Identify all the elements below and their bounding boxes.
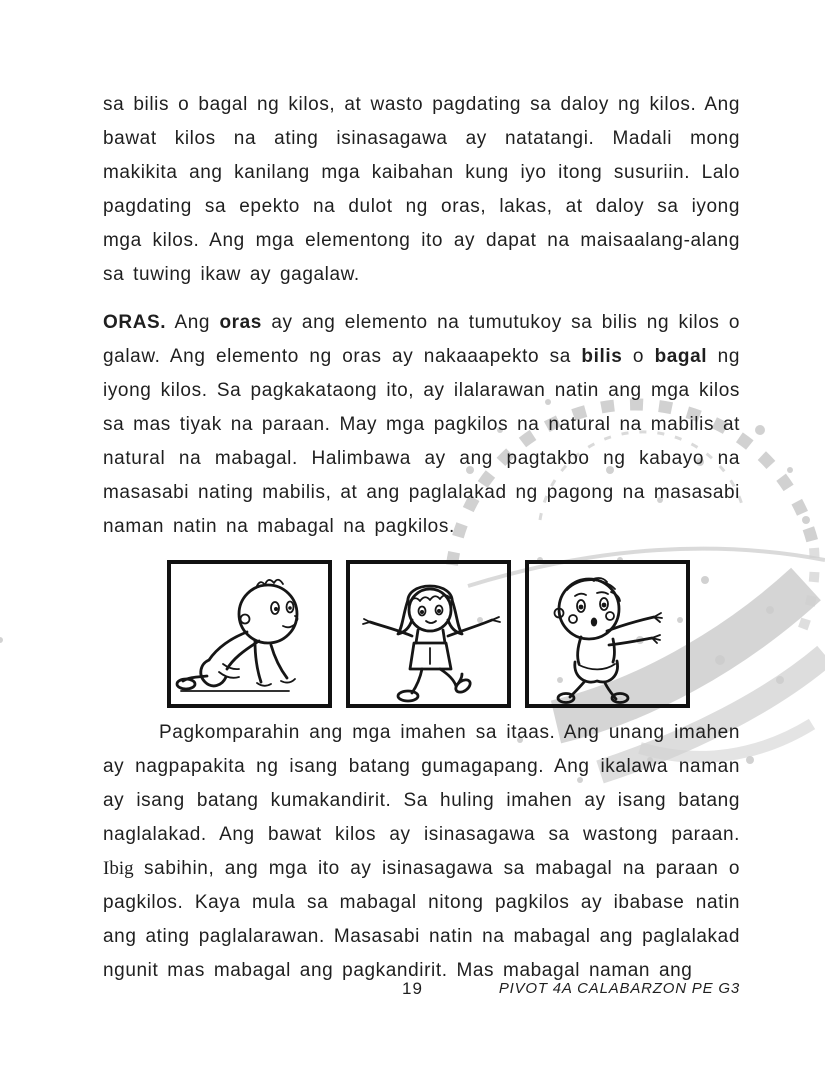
page-number: 19 — [402, 979, 423, 998]
text-segment: bilis — [581, 346, 623, 367]
text-segment: oras — [219, 312, 262, 333]
text-segment: bagal — [654, 346, 708, 367]
figure-walking-baby — [525, 560, 690, 708]
page-body — [103, 88, 740, 988]
figure-row — [167, 560, 740, 708]
figure-skipping-girl — [346, 560, 511, 708]
footer-module-label: PIVOT 4A CALABARZON PE G3 — [498, 980, 740, 997]
text-segment: ng iyong kilos. Sa pagkakataong ito, ay ilalarawan natin ang mga kilos sa mas tiyak na paraan. May mga pagkilos na natural na mabilis at natural na mabagal. Halimbawa ay ang pagtakbo ng kabayo na masasabi nating mabilis, at ang paglalakad ng pagong na masasabi naman natin na mabagal na pagkilos. — [103, 346, 740, 537]
text-segment: ay ang elemento na tumutukoy sa bilis ng kilos o galaw. Ang elemento ng oras ay nakaaapekto sa — [103, 312, 740, 367]
text-segment: sa bilis o bagal ng kilos, at wasto pagdating sa daloy ng kilos. Ang bawat kilos na ating isinasagawa ay natatangi. Madali mong makikita ang kanilang mga kaibahan kung iyo itong susuriin. Lalo pagdating sa epekto na dulot ng oras, lakas, at daloy sa iyong mga kilos. Ang mga elementong ito ay dapat na maisaalang-alang sa tuwing ikaw ay gagalaw. — [103, 94, 740, 285]
text-segment: o — [622, 346, 655, 367]
text-segment: Ibig — [103, 858, 134, 879]
paragraph-image-comparison — [103, 716, 740, 988]
skipping-girl-drawing — [350, 564, 507, 704]
page-footer — [0, 979, 825, 1003]
text-segment: sabihin, ang mga ito ay isinasagawa sa mabagal na paraan o pagkilos. Kaya mula sa mabagal nitong pagkilos ay ibabase natin ang ating paglalarawan. Masasabi natin na mabagal ang paglalakad ngunit mas mabagal ang pagkandirit. Mas mabagal naman ang — [103, 858, 740, 981]
paragraph-oras — [103, 306, 740, 544]
paragraph-elements-intro — [103, 88, 740, 292]
crawling-baby-drawing — [171, 564, 328, 704]
text-segment: ORAS. — [103, 312, 167, 333]
figure-crawling-baby — [167, 560, 332, 708]
text-segment: Pagkomparahin ang mga imahen sa itaas. Ang unang imahen ay nagpapakita ng isang batang gumagapang. Ang ikalawa naman ay isang batang kumakandirit. Sa huling imahen ay isang batang naglalakad. Ang bawat kilos ay isinasagawa sa wastong paraan. — [103, 722, 740, 845]
walking-baby-drawing — [529, 564, 686, 704]
text-segment: Ang — [166, 312, 220, 333]
